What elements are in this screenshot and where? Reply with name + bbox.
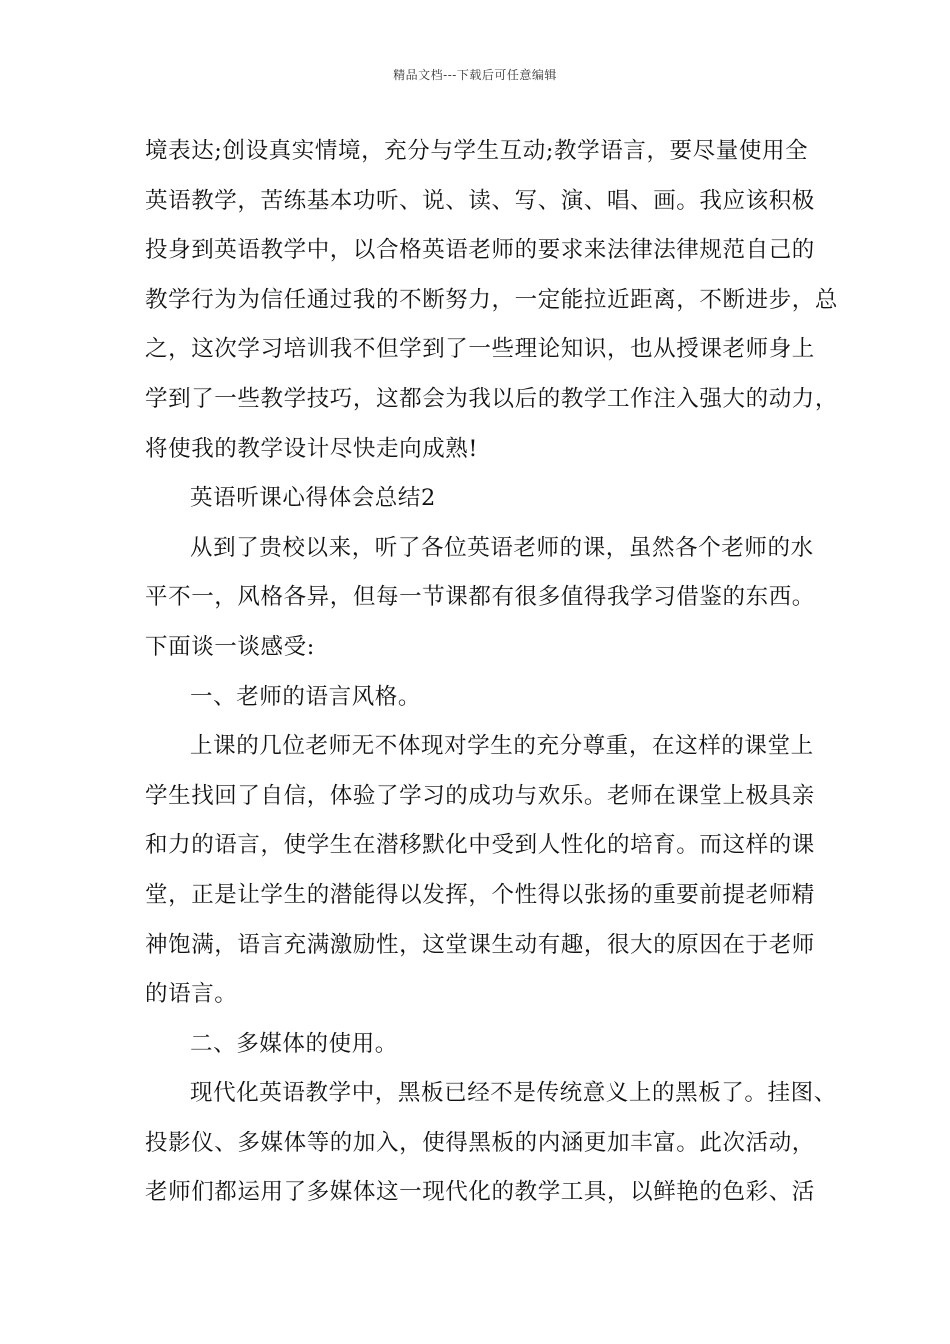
text-line: 下面谈一谈感受: [145, 633, 315, 660]
subsection-heading: 二、多媒体的使用。 [190, 1030, 398, 1057]
section-title: 英语听课心得体会总结2 [190, 485, 436, 512]
text-line: 平不一，风格各异，但每一节课都有很多值得我学习借鉴的东西。 [145, 584, 815, 611]
text-line: 投身到英语教学中，以合格英语老师的要求来法律法律规范自己的 [145, 237, 815, 264]
text-line: 神饱满，语言充满激励性，这堂课生动有趣，很大的原因在于老师 [145, 931, 815, 958]
text-line: 将使我的教学设计尽快走向成熟! [145, 435, 479, 462]
paragraph-start: 从到了贵校以来，听了各位英语老师的课，虽然各个老师的水 [190, 534, 814, 561]
subsection-heading: 一、老师的语言风格。 [190, 683, 422, 710]
page-header: 精品文档---下载后可任意编辑 [393, 68, 557, 82]
document-body [145, 127, 839, 1218]
text-line: 老师们都运用了多媒体这一现代化的教学工具，以鲜艳的色彩、活 [145, 1179, 815, 1206]
text-line: 英语教学，苦练基本功听、说、读、写、演、唱、画。我应该积极 [145, 187, 815, 214]
text-line: 之，这次学习培训我不但学到了一些理论知识，也从授课老师身上 [145, 336, 815, 363]
text-line: 投影仪、多媒体等的加入，使得黑板的内涵更加丰富。此次活动， [145, 1129, 815, 1156]
text-line: 的语言。 [145, 981, 238, 1008]
text-line: 境表达;创设真实情境，充分与学生互动;教学语言，要尽量使用全 [145, 138, 809, 164]
paragraph-start: 上课的几位老师无不体现对学生的充分尊重，在这样的课堂上 [190, 733, 814, 760]
text-line: 教学行为为信任通过我的不断努力，一定能拉近距离，不断进步，总 [145, 286, 839, 313]
text-line: 学生找回了自信，体验了学习的成功与欢乐。老师在课堂上极具亲 [145, 782, 815, 809]
text-line: 学到了一些教学技巧，这都会为我以后的教学工作注入强大的动力， [145, 385, 839, 412]
paragraph-start: 现代化英语教学中，黑板已经不是传统意义上的黑板了。挂图、 [190, 1080, 837, 1107]
text-line: 堂，正是让学生的潜能得以发挥，个性得以张扬的重要前提老师精 [145, 881, 815, 908]
text-line: 和力的语言，使学生在潜移默化中受到人性化的培育。而这样的课 [145, 832, 815, 859]
